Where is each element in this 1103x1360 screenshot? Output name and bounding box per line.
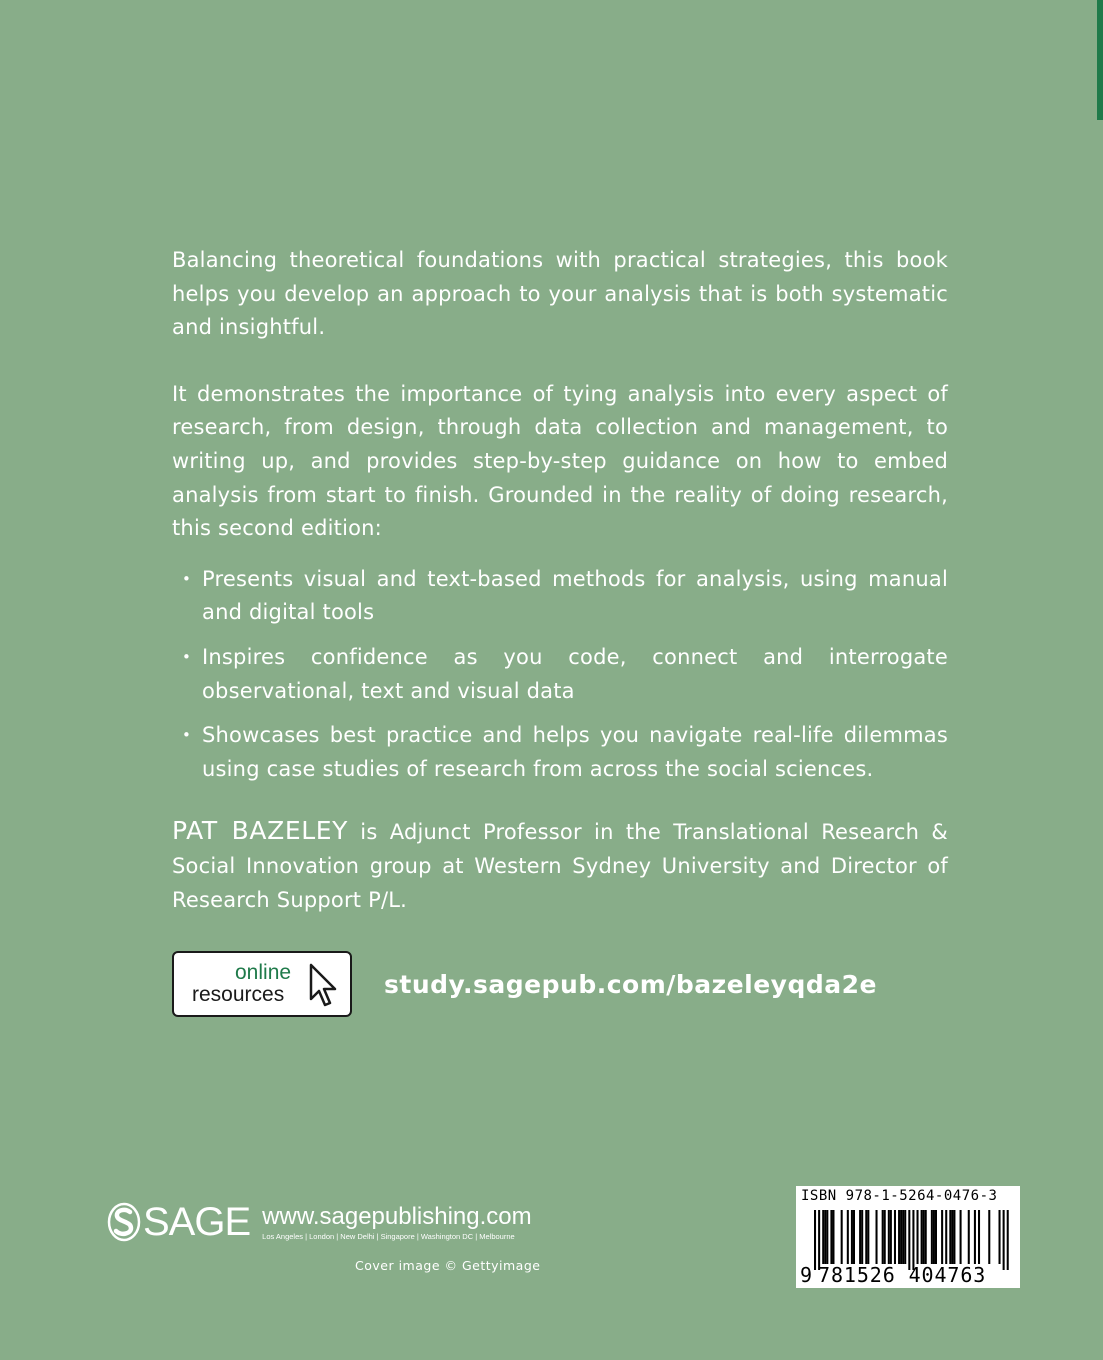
barcode-bar	[894, 1210, 896, 1264]
feature-item: • Showcases best practice and helps you navigate real-life dilemmas using case studies of research from across the social sciences.	[172, 719, 948, 786]
author-bio	[172, 814, 948, 917]
cursor-arrow-icon	[308, 963, 338, 1009]
sage-wordmark: SAGE	[143, 1200, 251, 1244]
barcode-bar	[882, 1210, 884, 1264]
barcode-bar	[822, 1210, 824, 1264]
barcode-bar	[988, 1210, 990, 1264]
barcode-bar	[999, 1210, 1001, 1264]
barcode-bar	[941, 1210, 943, 1264]
barcode-bar	[921, 1210, 923, 1264]
barcode-bar	[841, 1210, 843, 1264]
barcode-bar	[917, 1210, 919, 1264]
sage-s-icon	[107, 1202, 141, 1242]
barcode-bar	[853, 1210, 855, 1264]
companion-website-link[interactable]: study.sagepub.com/bazeleyqda2e	[384, 969, 877, 999]
isbn-label: ISBN 978-1-5264-0476-3	[801, 1188, 998, 1204]
barcode-bar	[847, 1210, 849, 1264]
barcode-bar	[1003, 1210, 1005, 1270]
barcode-bar	[960, 1210, 962, 1264]
barcode-bar	[953, 1210, 955, 1264]
barcode-bar	[1007, 1210, 1009, 1270]
barcode-bar	[826, 1210, 828, 1264]
barcode-bar	[867, 1210, 869, 1264]
back-cover-blurb	[172, 244, 948, 917]
barcode-bar	[832, 1210, 834, 1264]
barcode-bar	[933, 1210, 935, 1264]
feature-item: • Presents visual and text-based methods for analysis, using manual and digital tools	[172, 563, 948, 630]
spine-accent-bar	[1097, 0, 1103, 120]
barcode-bar	[931, 1210, 933, 1264]
barcode-bar	[968, 1210, 970, 1264]
publisher-block	[107, 1199, 532, 1245]
barcode-bar	[945, 1210, 947, 1264]
ean-digits: 781526 404763	[818, 1263, 987, 1287]
blurb-paragraph-1: Balancing theoretical foundations with practical strategies, this book helps you develop an approach to your analysis that is both systematic and insightful.	[172, 248, 948, 340]
barcode-bar	[949, 1210, 951, 1264]
barcode-bar	[974, 1210, 976, 1264]
barcode-bar	[951, 1210, 953, 1264]
barcode-bar	[851, 1210, 853, 1264]
barcode-bar	[876, 1210, 878, 1264]
sage-logo	[107, 1199, 532, 1245]
blurb-paragraph-2: It demonstrates the importance of tying analysis into every aspect of research, from design, through data collection and management, to writing up, and provides step-by-step guidance on how to embed analysis from start to finish. Grounded in the reality of doing research, this second edition:	[172, 381, 948, 541]
barcode-bar	[814, 1210, 816, 1270]
barcode-bar	[978, 1210, 980, 1264]
barcode-bar	[890, 1210, 892, 1264]
barcode-bar	[925, 1210, 927, 1264]
feature-item: • Inspires confidence as you code, connect and interrogate observational, text and visual data	[172, 641, 948, 708]
barcode-bar	[902, 1210, 904, 1264]
online-resources-badge[interactable]	[172, 951, 352, 1017]
barcode-bar	[865, 1210, 867, 1264]
barcode-bar	[884, 1210, 886, 1264]
barcode-bars	[796, 1206, 1020, 1270]
barcode-bar	[888, 1210, 890, 1264]
barcode-bar	[935, 1210, 937, 1264]
barcode-bar	[824, 1210, 826, 1264]
online-label: online	[235, 961, 292, 984]
barcode-bar	[912, 1210, 914, 1270]
barcode-bar	[904, 1210, 906, 1264]
barcode-bar	[818, 1210, 820, 1270]
author-name: PAT BAZELEY	[172, 816, 349, 846]
publisher-cities: Los Angeles | London | New Delhi | Singapore | Washington DC | Melbourne	[262, 1231, 515, 1241]
barcode-bar	[830, 1210, 832, 1264]
barcode-bar	[861, 1210, 863, 1264]
author-bio-text: is Adjunct Professor in the Translational Research & Social Innovation group at Western Sydney University and Director of Research Support P/L.	[172, 820, 948, 912]
barcode-bar	[923, 1210, 925, 1264]
online-resources-row	[172, 951, 877, 1017]
cover-image-credit: Cover image © Gettyimage	[355, 1258, 541, 1273]
barcode-bar	[898, 1210, 900, 1264]
barcode-bar	[900, 1210, 902, 1264]
isbn-barcode	[796, 1186, 1020, 1288]
publisher-website[interactable]: www.sagepublishing.com	[262, 1202, 532, 1230]
feature-list	[172, 563, 948, 787]
barcode-bar	[859, 1210, 861, 1264]
ean-first-digit: 9	[800, 1263, 813, 1287]
resources-label: resources	[192, 983, 285, 1006]
barcode-bar	[908, 1210, 910, 1270]
